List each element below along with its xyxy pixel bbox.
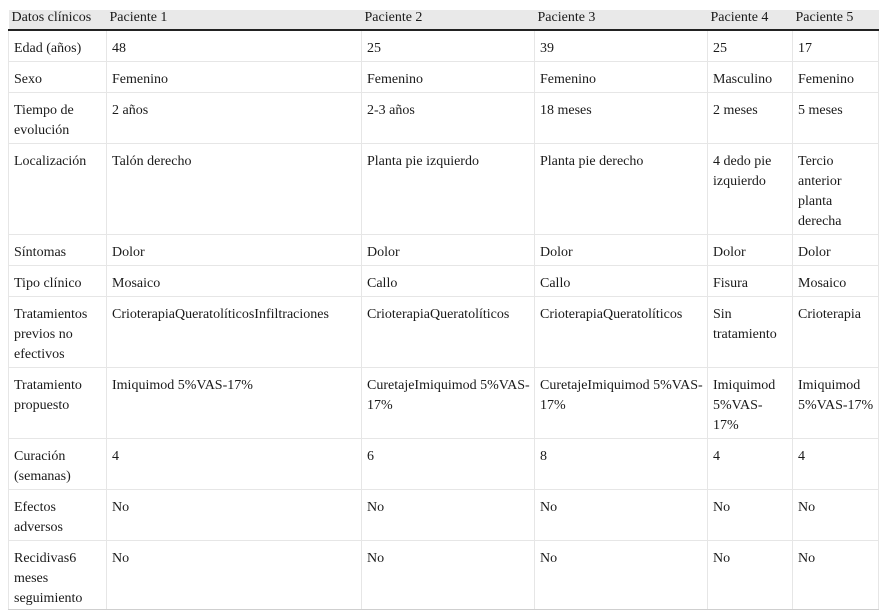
table-cell: Fisura (708, 265, 793, 296)
table-cell: 17 (793, 30, 879, 61)
table-cell: 4 (107, 438, 362, 489)
table-cell: No (107, 489, 362, 540)
row-label: Edad (años) (9, 30, 107, 61)
table-cell: No (535, 489, 708, 540)
row-label: Curación (semanas) (9, 438, 107, 489)
table-cell: 4 (793, 438, 879, 489)
row-label: Tipo clínico (9, 265, 107, 296)
table-cell: No (708, 489, 793, 540)
table-cell: Mosaico (793, 265, 879, 296)
table-row (9, 234, 879, 265)
table-cell: Dolor (362, 234, 535, 265)
row-label: Tiempo de evolución (9, 92, 107, 143)
table-row (9, 367, 879, 438)
table-cell: No (362, 489, 535, 540)
table-cell: Planta pie izquierdo (362, 143, 535, 234)
row-label: Efectos adversos (9, 489, 107, 540)
table-cell: Imiquimod 5%VAS-17% (793, 367, 879, 438)
table-cell: 5 meses (793, 92, 879, 143)
table-cell: Femenino (362, 61, 535, 92)
table-row (9, 30, 879, 61)
table-cell: 2 meses (708, 92, 793, 143)
table-cell: Talón derecho (107, 143, 362, 234)
header-paciente-5: Paciente 5 (793, 10, 879, 30)
table-cell: Femenino (793, 61, 879, 92)
table-cell: Femenino (107, 61, 362, 92)
table-cell: 2-3 años (362, 92, 535, 143)
table-row (9, 540, 879, 609)
row-label: Localización (9, 143, 107, 234)
table-row (9, 265, 879, 296)
table-cell: Mosaico (107, 265, 362, 296)
table-cell: Imiquimod 5%VAS-17% (107, 367, 362, 438)
table-cell: Planta pie derecho (535, 143, 708, 234)
table-cell: Sin tratamiento (708, 296, 793, 367)
header-paciente-3: Paciente 3 (535, 10, 708, 30)
table-cell: Callo (535, 265, 708, 296)
clinical-data-table (8, 10, 879, 610)
table-cell: Masculino (708, 61, 793, 92)
header-row (9, 10, 879, 30)
table-cell: No (362, 540, 535, 609)
table-cell: Imiquimod 5%VAS-17% (708, 367, 793, 438)
row-label: Sexo (9, 61, 107, 92)
table-row (9, 61, 879, 92)
table-cell: Crioterapia (793, 296, 879, 367)
table-cell: 39 (535, 30, 708, 61)
table-row (9, 489, 879, 540)
header-paciente-1: Paciente 1 (107, 10, 362, 30)
table-cell: 25 (362, 30, 535, 61)
table-cell: 18 meses (535, 92, 708, 143)
table-cell: Callo (362, 265, 535, 296)
row-label: Tratamiento propuesto (9, 367, 107, 438)
table-cell: No (793, 489, 879, 540)
table-cell: 4 dedo pie izquierdo (708, 143, 793, 234)
table-row (9, 438, 879, 489)
table-cell: No (793, 540, 879, 609)
table-cell: CuretajeImiquimod 5%VAS-17% (362, 367, 535, 438)
table-cell: 4 (708, 438, 793, 489)
table-cell: 48 (107, 30, 362, 61)
header-paciente-4: Paciente 4 (708, 10, 793, 30)
header-datos-clinicos: Datos clínicos (9, 10, 107, 30)
table-cell: Dolor (793, 234, 879, 265)
row-label: Síntomas (9, 234, 107, 265)
table-cell: No (107, 540, 362, 609)
row-label: Tratamientos previos no efectivos (9, 296, 107, 367)
table-cell: No (708, 540, 793, 609)
row-label: Recidivas6 meses seguimiento (9, 540, 107, 609)
table-cell: No (535, 540, 708, 609)
table-cell: Dolor (107, 234, 362, 265)
table-cell: CrioterapiaQueratolíticos (362, 296, 535, 367)
table-cell: Tercio anterior planta derecha (793, 143, 879, 234)
table-cell: 2 años (107, 92, 362, 143)
table-cell: CrioterapiaQueratolíticosInfiltraciones (107, 296, 362, 367)
table-row (9, 92, 879, 143)
table-cell: CuretajeImiquimod 5%VAS-17% (535, 367, 708, 438)
table-row (9, 296, 879, 367)
table-cell: 25 (708, 30, 793, 61)
header-paciente-2: Paciente 2 (362, 10, 535, 30)
table-cell: 6 (362, 438, 535, 489)
table-cell: Dolor (708, 234, 793, 265)
table-cell: 8 (535, 438, 708, 489)
table-cell: Dolor (535, 234, 708, 265)
table-row (9, 143, 879, 234)
table-cell: CrioterapiaQueratolíticos (535, 296, 708, 367)
table-cell: Femenino (535, 61, 708, 92)
